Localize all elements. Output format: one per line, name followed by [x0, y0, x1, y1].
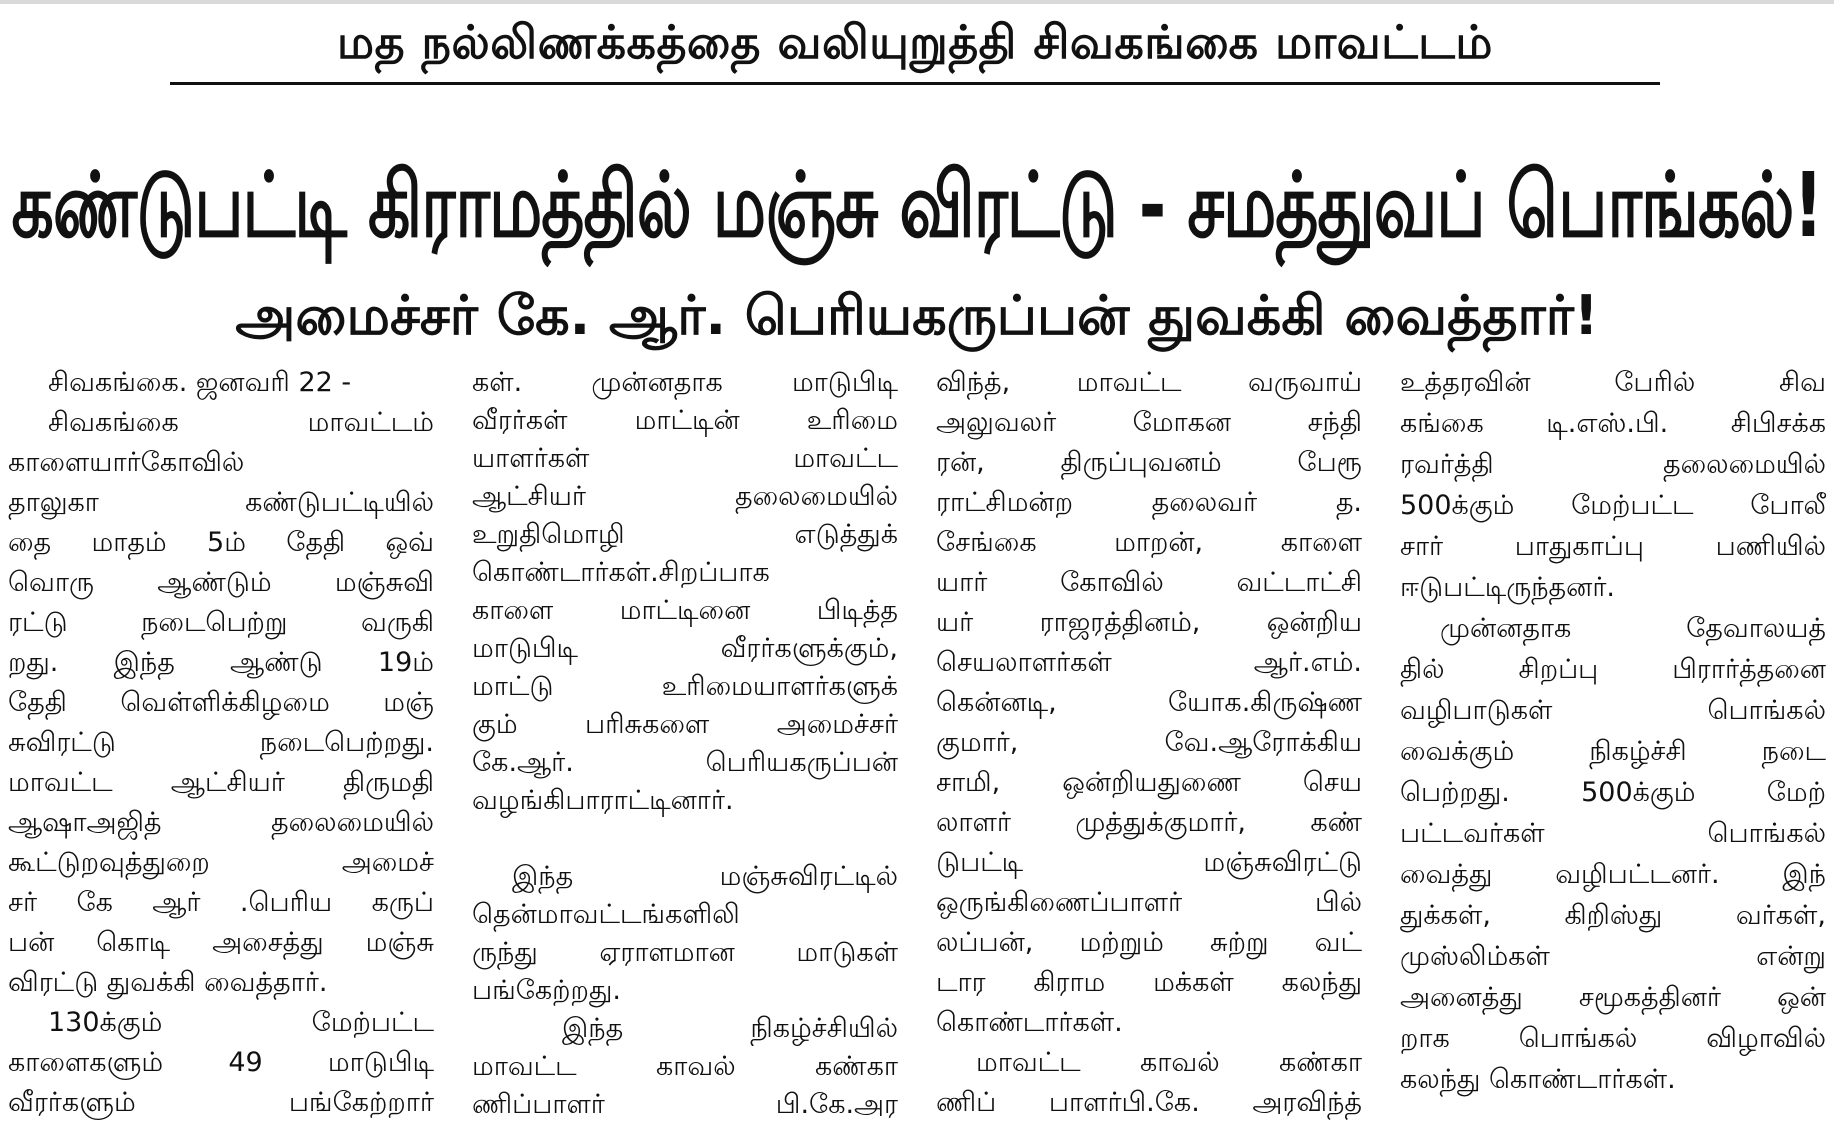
body-line: கொண்டார்கள். [936, 1007, 1123, 1038]
body-line: தென்மாவட்டங்களிலி [472, 899, 740, 930]
body-line: ருந்து ஏராளமான மாடுகள் [472, 937, 898, 968]
body-line: விரட்டு துவக்கி வைத்தார். [8, 967, 328, 998]
body-line: றது. இந்த ஆண்டு 19ம் [8, 647, 434, 678]
body-line: பன் கொடி அசைத்து மஞ்சு [8, 927, 434, 958]
article-column-2 [472, 362, 898, 1122]
body-line: தை மாதம் 5ம் தேதி ஒவ் [8, 527, 434, 558]
body-line: சர் கே ஆர் .பெரிய கருப் [8, 887, 434, 918]
body-line: ஆட்சியர் தலைமையில் [472, 481, 898, 512]
article-body [8, 362, 1826, 1122]
top-border [0, 0, 1834, 4]
body-line: ரட்டு நடைபெற்று வருகி [8, 607, 434, 638]
body-line: லாளர் முத்துக்குமார், கண் [936, 807, 1362, 838]
body-line: ணிப்பாளர் பி.கே.அர [472, 1089, 898, 1120]
body-line: குமார், வே.ஆரோக்கிய [936, 727, 1362, 758]
body-line: பட்டவர்கள் பொங்கல் [1400, 818, 1826, 849]
body-line: ரவர்த்தி தலைமையில் [1400, 449, 1826, 480]
body-line: முஸ்லிம்கள் என்று [1400, 941, 1826, 972]
body-line: 500க்கும் மேற்பட்ட போலீ [1400, 490, 1826, 521]
body-line: காளை மாட்டினை பிடித்த [472, 595, 898, 626]
body-line: மாவட்ட காவல் கண்கா [472, 1051, 898, 1082]
body-line: சிவகங்கை. ஜனவரி 22 - [48, 367, 352, 398]
body-line: கூட்டுறவுத்துறை அமைச் [8, 847, 434, 878]
body-line: மாட்டு உரிமையாளர்களுக் [472, 671, 898, 702]
body-line: வைத்து வழிபட்டனர். இந் [1400, 859, 1826, 890]
kicker-underline [170, 82, 1660, 85]
body-line: கும் பரிசுகளை அமைச்சர் [472, 709, 898, 740]
body-line: அலுவலர் மோகன சந்தி [936, 407, 1362, 438]
body-line: டார கிராம மக்கள் கலந்து [936, 967, 1362, 998]
body-line: லப்பன், மற்றும் சுற்று வட் [936, 927, 1362, 958]
body-line: இந்த நிகழ்ச்சியில் [562, 1013, 898, 1044]
article-column-3 [936, 362, 1362, 1122]
body-line: ஈடுபட்டிருந்தனர். [1400, 572, 1616, 603]
body-line: யாளர்கள் மாவட்ட [472, 443, 898, 474]
body-line: விந்த், மாவட்ட வருவாய் [936, 367, 1362, 398]
body-line: ராட்சிமன்ற தலைவர் த. [936, 487, 1362, 518]
body-line: றாக பொங்கல் விழாவில் [1400, 1023, 1826, 1054]
body-line: சார் பாதுகாப்பு பணியில் [1400, 531, 1826, 562]
body-line: வீரர்கள் மாட்டின் உரிமை [472, 405, 898, 436]
body-line: இந்த மஞ்சுவிரட்டில் [512, 861, 898, 892]
body-line: 130க்கும் மேற்பட்ட [48, 1007, 434, 1038]
body-line: கே.ஆர். பெரியகருப்பன் [472, 747, 898, 778]
body-line: கள். முன்னதாக மாடுபிடி [472, 367, 898, 398]
body-line: ஆஷாஅஜித் தலைமையில் [8, 807, 434, 838]
body-line: ணிப் பாளர்பி.கே. அரவிந்த் [936, 1087, 1362, 1118]
body-line: வழிபாடுகள் பொங்கல் [1400, 695, 1826, 726]
body-line: வழங்கிபாராட்டினார். [472, 785, 734, 816]
body-line: செயலாளர்கள் ஆர்.எம். [936, 647, 1362, 678]
body-line: மாடுபிடி வீரர்களுக்கும், [472, 633, 898, 664]
body-line: துக்கள், கிறிஸ்து வர்கள், [1400, 900, 1826, 931]
body-line: யார் கோவில் வட்டாட்சி [936, 567, 1362, 598]
body-line: அனைத்து சமூகத்தினர் ஒன் [1400, 982, 1826, 1013]
body-line: காளையார்கோவில் [8, 447, 245, 478]
body-line: பெற்றது. 500க்கும் மேற் [1400, 777, 1826, 808]
body-line: பங்கேற்றது. [472, 975, 621, 1006]
body-line: கங்கை டி.எஸ்.பி. சிபிசக்க [1400, 408, 1826, 439]
body-line: தாலுகா கண்டுபட்டியில் [8, 487, 434, 518]
body-line: சாமி, ஒன்றியதுணை செய [936, 767, 1362, 798]
body-line: சுவிரட்டு நடைபெற்றது. [8, 727, 434, 758]
body-line: வைக்கும் நிகழ்ச்சி நடை [1400, 736, 1826, 767]
sub-headline: அமைச்சர் கே. ஆர். பெரியகருப்பன் துவக்கி வைத்தார்! [235, 284, 1599, 347]
body-line: கலந்து கொண்டார்கள். [1400, 1064, 1676, 1095]
body-line: வொரு ஆண்டும் மஞ்சுவி [8, 567, 434, 598]
body-line: கென்னடி, யோக.கிருஷ்ண [936, 687, 1362, 718]
body-line: ஒருங்கிணைப்பாளர் பில் [936, 887, 1362, 918]
body-line: சேங்கை மாறன், காளை [936, 527, 1362, 558]
body-line: தேதி வெள்ளிக்கிழமை மஞ் [8, 687, 434, 718]
body-line: தில் சிறப்பு பிரார்த்தனை [1400, 654, 1826, 685]
body-line: காளைகளும் 49 மாடுபிடி [8, 1047, 434, 1078]
body-line: சிவகங்கை மாவட்டம் [48, 407, 434, 438]
body-line: கொண்டார்கள்.சிறப்பாக [472, 557, 770, 588]
body-line: வீரர்களும் பங்கேற்றார் [8, 1087, 434, 1118]
body-line: டுபட்டி மஞ்சுவிரட்டு [936, 847, 1362, 878]
body-line: மாவட்ட காவல் கண்கா [976, 1047, 1362, 1078]
body-line-spacer [472, 818, 898, 856]
main-headline: கண்டுபட்டி கிராமத்தில் மஞ்சு விரட்டு - சமத்துவப் பொங்கல்! [11, 153, 1823, 258]
body-line: முன்னதாக தேவாலயத் [1440, 613, 1826, 644]
body-line: மாவட்ட ஆட்சியர் திருமதி [8, 767, 434, 798]
kicker-headline: மத நல்லிணக்கத்தை வலியுறுத்தி சிவகங்கை மாவட்டம் [337, 15, 1493, 69]
body-line: உறுதிமொழி எடுத்துக் [472, 519, 898, 550]
article-column-1 [8, 362, 434, 1122]
body-line: ரன், திருப்புவனம் பேரூ [936, 447, 1362, 478]
article-column-4 [1400, 362, 1826, 1122]
body-line: யர் ராஜரத்தினம், ஒன்றிய [936, 607, 1362, 638]
body-line: உத்தரவின் பேரில் சிவ [1400, 367, 1826, 398]
